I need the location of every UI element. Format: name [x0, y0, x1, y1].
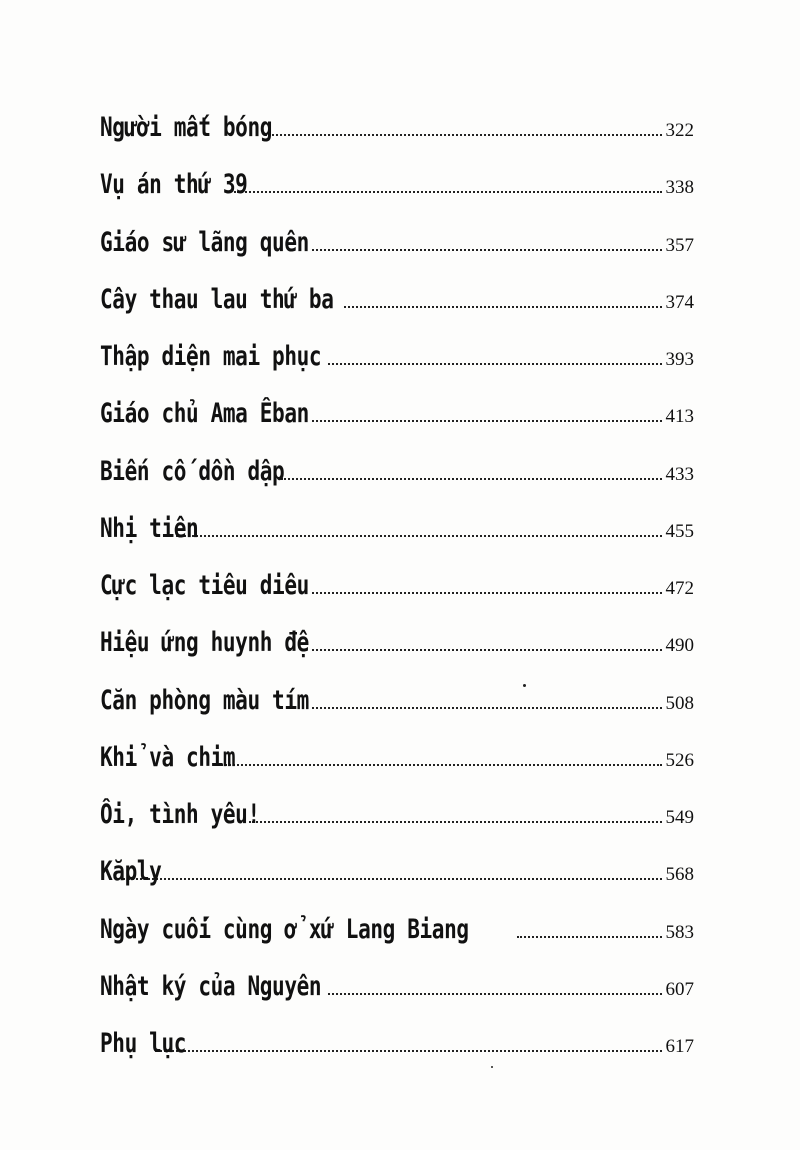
- toc-dot-leader: [312, 649, 661, 651]
- toc-entry-title: Hiệu ứng huynh đệ: [100, 627, 309, 659]
- toc-entry-page: 508: [665, 692, 694, 714]
- table-of-contents: [100, 112, 694, 1085]
- toc-entry[interactable]: [100, 742, 694, 799]
- toc-dot-leader: [171, 535, 662, 537]
- toc-entry[interactable]: [100, 799, 694, 856]
- toc-entry-title: Giáo sư lãng quên: [100, 226, 309, 258]
- toc-dot-leader: [218, 764, 662, 766]
- toc-entry-page: 455: [665, 520, 694, 542]
- toc-entry-title: Vụ án thứ 39: [100, 169, 248, 201]
- toc-entry[interactable]: [100, 513, 694, 570]
- toc-dot-leader: [517, 936, 661, 938]
- toc-entry-page: 526: [665, 749, 694, 771]
- toc-entry[interactable]: [100, 169, 694, 226]
- print-speck: [491, 1066, 493, 1068]
- toc-entry-title: Giáo chủ Ama Êban: [100, 398, 309, 430]
- toc-entry-page: 357: [665, 234, 694, 256]
- toc-entry-title: Nhị tiên: [100, 512, 199, 544]
- toc-dot-leader: [265, 134, 661, 136]
- toc-entry[interactable]: [100, 398, 694, 455]
- toc-entry-page: 433: [665, 463, 694, 485]
- toc-dot-leader: [234, 191, 662, 193]
- toc-entry[interactable]: [100, 971, 694, 1028]
- toc-dot-leader: [249, 821, 661, 823]
- toc-entry[interactable]: [100, 627, 694, 684]
- toc-entry[interactable]: [100, 456, 694, 513]
- toc-entry-page: 374: [665, 291, 694, 313]
- toc-dot-leader: [328, 363, 661, 365]
- toc-entry-title: Ngày cuối cùng ở xứ Lang Biang: [100, 913, 469, 945]
- toc-entry-page: 490: [665, 635, 694, 657]
- toc-entry-page: 413: [665, 406, 694, 428]
- toc-entry-title: Khỉ và chim: [100, 741, 236, 773]
- toc-entry-page: 322: [665, 120, 694, 141]
- toc-entry-title: Biến cố dồn dập: [100, 455, 285, 487]
- toc-entry-title: Căn phòng màu tím: [100, 684, 309, 716]
- toc-entry-title: Cực lạc tiêu diêu: [100, 570, 309, 601]
- toc-entry[interactable]: [100, 341, 694, 398]
- toc-dot-leader: [312, 592, 661, 594]
- toc-dot-leader: [328, 993, 661, 995]
- toc-entry-title: Kăply: [100, 856, 162, 888]
- toc-entry-page: 549: [665, 807, 694, 828]
- toc-entry[interactable]: [100, 284, 694, 341]
- toc-entry[interactable]: [100, 570, 694, 627]
- toc-dot-leader: [344, 306, 662, 308]
- toc-entry[interactable]: [100, 914, 694, 971]
- toc-dot-leader: [312, 249, 661, 251]
- toc-entry[interactable]: [100, 856, 694, 913]
- toc-entry-title: Nhật ký của Nguyên: [100, 970, 322, 1002]
- toc-entry[interactable]: [100, 227, 694, 284]
- toc-entry-title: Phụ lục: [100, 1028, 187, 1059]
- toc-dot-leader: [123, 878, 661, 880]
- toc-entry-page: 568: [665, 864, 694, 886]
- toc-dot-leader: [281, 478, 662, 480]
- toc-entry-page: 338: [665, 177, 694, 199]
- toc-entry-page: 617: [665, 1036, 694, 1057]
- toc-entry[interactable]: [100, 1028, 694, 1085]
- toc-entry-page: 607: [665, 978, 694, 1000]
- toc-dot-leader: [312, 420, 661, 422]
- toc-entry-page: 393: [665, 349, 694, 370]
- toc-entry-title: Người mất bóng: [100, 112, 273, 143]
- toc-entry[interactable]: [100, 112, 694, 169]
- toc-entry[interactable]: [100, 685, 694, 742]
- toc-entry-page: 583: [665, 921, 694, 943]
- print-speck: [523, 684, 526, 687]
- toc-entry-page: 472: [665, 578, 694, 599]
- toc-dot-leader: [155, 1050, 662, 1052]
- toc-entry-title: Ôi, tình yêu!: [100, 799, 260, 830]
- toc-entry-title: Cây thau lau thứ ba: [100, 283, 334, 315]
- toc-entry-title: Thập diện mai phục: [100, 341, 322, 372]
- toc-dot-leader: [312, 707, 661, 709]
